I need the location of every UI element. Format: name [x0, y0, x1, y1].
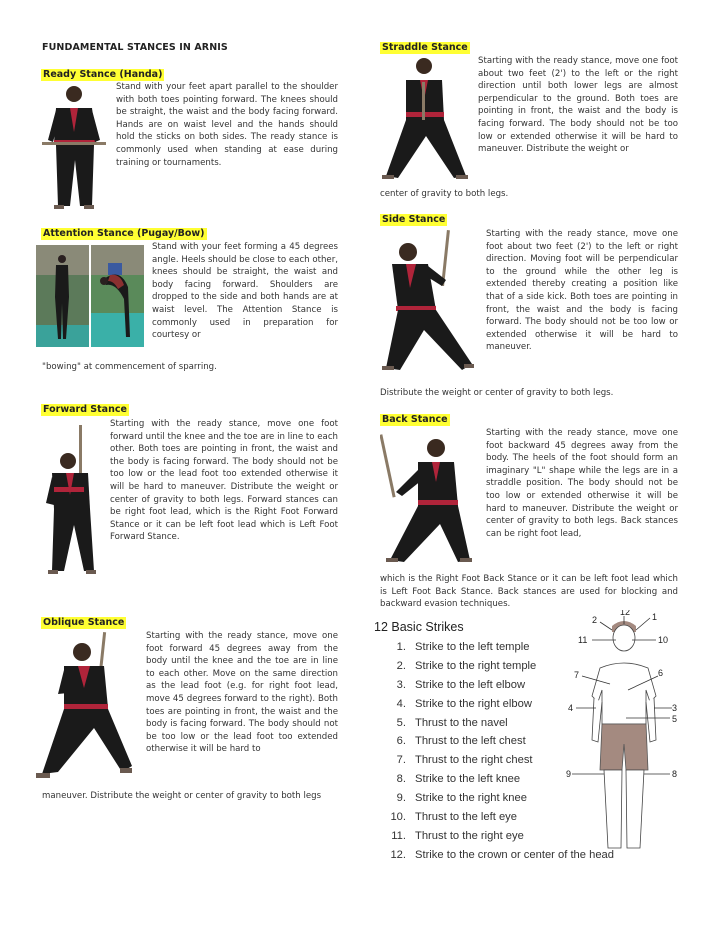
strike-item: 2. Strike to the right temple — [396, 659, 537, 672]
strike-item: 1. Strike to the left temple — [396, 641, 530, 653]
side-stance-description-tail: Distribute the weight or center of gravity to both legs. — [380, 388, 614, 398]
target-label-6: 6 — [658, 668, 664, 678]
straddle-stance-photo — [380, 56, 472, 184]
strike-targets-body-diagram — [566, 610, 686, 864]
target-label-12: 12 — [620, 610, 631, 617]
strike-item: 10. Thrust to the left eye — [390, 811, 517, 824]
target-label-5: 5 — [672, 714, 678, 724]
forward-stance-photo — [44, 425, 102, 577]
strike-item: 5. Thrust to the navel — [396, 716, 508, 729]
target-label-9: 9 — [566, 769, 572, 779]
straddle-stance-description-tail: center of gravity to both legs. — [380, 189, 509, 199]
target-label-11: 11 — [578, 635, 588, 645]
heading-back-stance: Back Stance — [382, 414, 448, 425]
back-stance-photo — [380, 434, 476, 568]
target-label-10: 10 — [658, 635, 669, 645]
oblique-stance-description: Starting with the ready stance, move one foot forward 45 degrees away from the body until the knee and the toe are in line to each other. Move on the same direction as the lead foot (e.g. for right foot lead, move 45 degrees forward to the right). Both toes are pointing in front, the waist and the body is facing forward. The body should not be too low or the lead foot too extended otherwise it will be hard to — [146, 631, 338, 755]
attention-stance-description: Stand with your feet forming a 45 degrees angle. Heels should be close to each other, knees should be straight, the waist and body facing forward. Shoulders are dropped to the side and both hands are at waist level. The Attention Stance is commonly used in preparation for courtesy or — [152, 242, 338, 341]
strike-item: 9. Strike to the right knee — [396, 792, 527, 805]
heading-ready-stance: Ready Stance (Handa) — [43, 69, 163, 80]
target-label-4: 4 — [568, 703, 574, 713]
attention-stance-description-tail: "bowing" at commencement of sparring. — [42, 362, 217, 372]
heading-straddle-stance: Straddle Stance — [382, 42, 468, 53]
strike-item: 3. Strike to the left elbow — [396, 678, 526, 691]
back-stance-description: Starting with the ready stance, move one foot backward 45 degrees away from the body. The heels of the foot should form an imaginary "L" shape while the legs are in a straddle position. The body should not be too low or extended otherwise it will be hard to maneuver. Distribute the weight or center of gravity to both legs. Back stances can be right foot lead, — [486, 428, 678, 539]
strike-item: 4. Strike to the right elbow — [396, 697, 532, 710]
strike-item: 6. Thrust to the left chest — [396, 735, 526, 748]
heading-oblique-stance: Oblique Stance — [43, 617, 125, 628]
side-stance-description: Starting with the ready stance, move one foot about two feet (2') to the left or right direction. Moving foot will be perpendicular to the ground while the other leg is extended thereby creating a position like that of a side kick. Both toes are pointing in front, the waist and the body is facing forward. The body should not be too low or extended otherwise it will be hard to maneuver. — [486, 229, 678, 353]
heading-forward-stance: Forward Stance — [43, 404, 127, 415]
forward-stance-description: Starting with the ready stance, move one foot forward until the knee and the toe are in line to each other. Both toes are pointing in front, the waist and the body is facing forward. The body should not be too low or the lead foot too extended otherwise it will be hard to maneuver. Distribute the weight or center of gravity to both legs. Forward stances can be right foot lead, which is the Right Foot Forward Stance or it can be left foot lead which is Left Foot Forward Stance. — [110, 419, 338, 543]
side-stance-photo — [380, 230, 476, 375]
heading-attention-stance: Attention Stance (Pugay/Bow) — [43, 228, 205, 239]
document-title: FUNDAMENTAL STANCES IN ARNIS — [42, 42, 228, 53]
strike-item: 7. Thrust to the right chest — [396, 754, 533, 767]
attention-stance-photos — [36, 245, 144, 347]
target-label-7: 7 — [574, 670, 580, 680]
ready-stance-photo — [40, 82, 110, 214]
target-label-8: 8 — [672, 769, 678, 779]
target-label-1: 1 — [652, 612, 658, 622]
heading-side-stance: Side Stance — [382, 214, 446, 225]
target-label-2: 2 — [592, 615, 598, 625]
straddle-stance-description: Starting with the ready stance, move one foot about two feet (2') to the left or the right direction until both lower legs are almost perpendicular to the ground. Both toes are pointing in front, the waist and the body is facing forward. The body should not be too low or extended otherwise it will be hard to maneuver. Distribute the weight or — [478, 56, 678, 155]
strike-item: 11. Thrust to the right eye — [391, 829, 524, 842]
back-stance-description-tail: which is the Right Foot Back Stance or it can be left foot lead which is Left Foot Back Stance. Back stances are used for blocking and backward evasion techniques. — [380, 574, 678, 610]
ready-stance-description: Stand with your feet apart parallel to the shoulder with both toes pointing forward. The knees should be straight, the waist and the body facing forward. Hands are on waist level and the hands should hold the sticks on both sides. The ready stance is commonly used when standing at ease during training or tournaments. — [116, 82, 338, 168]
strike-item: 8. Strike to the left knee — [396, 773, 521, 786]
target-label-3: 3 — [672, 703, 678, 713]
strikes-title: 12 Basic Strikes — [374, 620, 464, 634]
strike-item: 12. Strike to the crown or center of the head — [390, 848, 614, 861]
oblique-stance-description-tail: maneuver. Distribute the weight or center of gravity to both legs — [42, 791, 322, 801]
oblique-stance-photo — [34, 632, 136, 784]
